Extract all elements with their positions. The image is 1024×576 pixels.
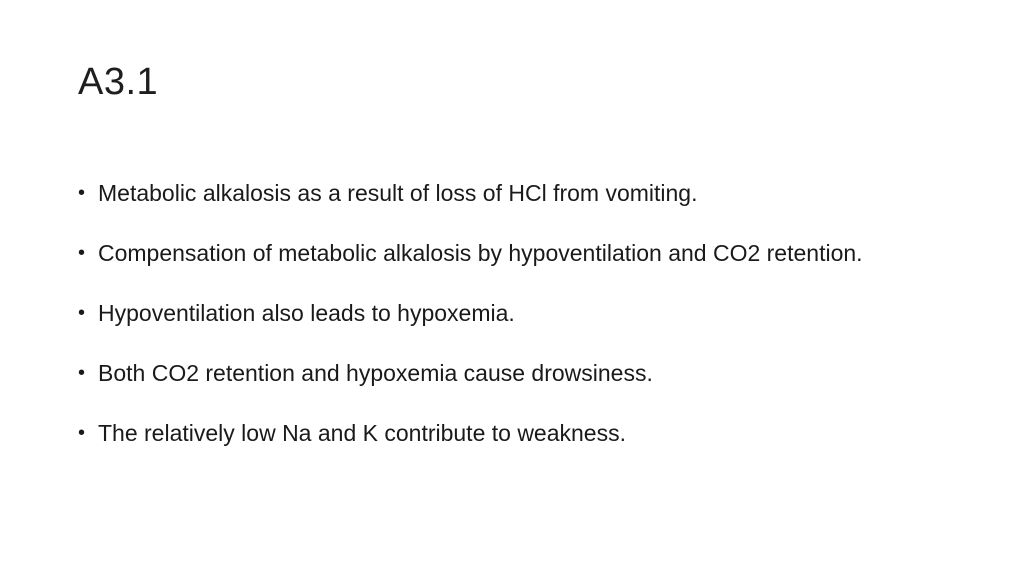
- bullet-dot-icon: •: [78, 362, 86, 384]
- bullet-dot-icon: •: [78, 302, 86, 324]
- bullet-dot-icon: •: [78, 242, 86, 264]
- bullet-item: [78, 168, 938, 219]
- bullet-text: Compensation of metabolic alkalosis by hypoventilation and CO2 retention.: [98, 240, 863, 266]
- bullet-list: [78, 168, 938, 468]
- bullet-dot-icon: •: [78, 422, 86, 444]
- bullet-item: [78, 408, 938, 459]
- bullet-text: The relatively low Na and K contribute to weakness.: [98, 420, 626, 446]
- bullet-dot-icon: •: [78, 182, 86, 204]
- bullet-item: [78, 228, 938, 279]
- slide-title: A3.1: [78, 61, 159, 103]
- bullet-text: Hypoventilation also leads to hypoxemia.: [98, 300, 515, 326]
- bullet-item: [78, 348, 938, 399]
- bullet-text: Both CO2 retention and hypoxemia cause drowsiness.: [98, 360, 653, 386]
- bullet-text: Metabolic alkalosis as a result of loss of HCl from vomiting.: [98, 180, 698, 206]
- bullet-item: [78, 288, 938, 339]
